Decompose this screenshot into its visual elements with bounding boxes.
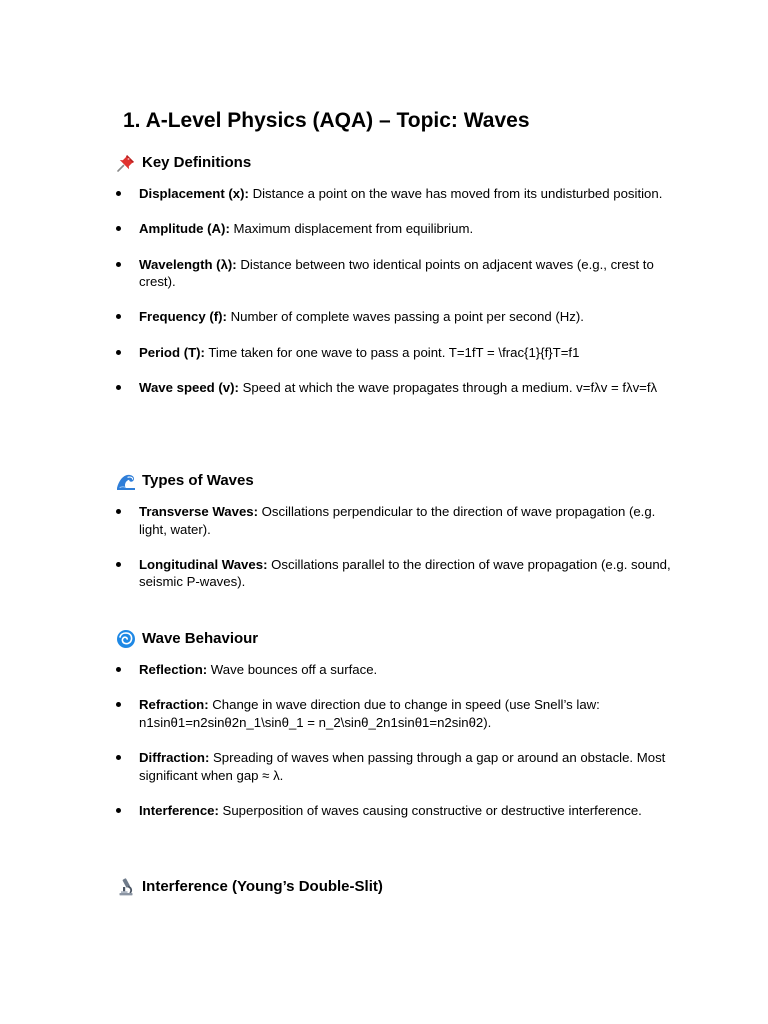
item-text: Speed at which the wave propagates through a medium. v=fλv = fλv=fλ	[238, 380, 658, 395]
section-heading	[116, 875, 676, 899]
item-text: Maximum displacement from equilibrium.	[229, 221, 474, 237]
section-interference	[116, 875, 676, 899]
bullet-icon	[116, 226, 121, 231]
pushpin-icon	[116, 153, 136, 173]
list-item	[116, 556, 671, 591]
cyclone-icon	[116, 629, 136, 649]
item-term: Wave speed (v):	[139, 380, 239, 395]
item-text: Distance a point on the wave has moved from its undisturbed position.	[248, 186, 663, 201]
section-heading-label: Types of Waves	[142, 472, 254, 489]
bullet-icon	[116, 808, 121, 813]
item-term: Refraction:	[139, 697, 209, 713]
item-text: Time taken for one wave to pass a point. T=1fT = \frac{1}{f}T=f1	[204, 344, 580, 360]
item-text: Oscillations perpendicular to the direction of wave propagation (e.g. light, water).	[139, 504, 656, 537]
item-text: Change in wave direction due to change in speed (use Snell’s law: n1sinθ1=n2sinθ2n_1\sinθ_1 = n_2\sinθ_2n1sinθ1=n2sinθ2).	[139, 697, 600, 730]
item-text: Wave bounces off a surface.	[207, 662, 378, 677]
bullet-icon	[116, 562, 121, 567]
list-item	[116, 661, 671, 679]
section-heading	[116, 627, 676, 651]
item-text: Oscillations parallel to the direction of wave propagation (e.g. sound, seismic P-waves).	[139, 556, 671, 590]
bullet-icon	[116, 314, 121, 319]
list-item	[116, 379, 671, 397]
section-heading	[116, 151, 676, 175]
item-text: Distance between two identical points on adjacent waves (e.g., crest to crest).	[139, 256, 654, 290]
bullet-icon	[116, 755, 121, 760]
item-term: Reflection:	[139, 662, 208, 677]
item-term: Wavelength (λ):	[139, 256, 237, 272]
microscope-icon	[116, 877, 136, 897]
item-term: Period (T):	[139, 344, 205, 360]
bullet-list	[116, 661, 676, 820]
list-item	[116, 220, 671, 238]
section-heading-label: Interference (Young’s Double-Slit)	[142, 878, 383, 895]
bullet-icon	[116, 667, 121, 672]
section-heading-label: Wave Behaviour	[142, 630, 259, 647]
list-item	[116, 308, 671, 326]
list-item	[116, 344, 671, 362]
item-term: Interference:	[139, 803, 219, 819]
list-item	[116, 256, 671, 291]
section-key-definitions	[116, 151, 676, 397]
item-text: Number of complete waves passing a point per second (Hz).	[226, 309, 584, 325]
bullet-icon	[116, 191, 121, 196]
bullet-list	[116, 503, 676, 591]
bullet-icon	[116, 262, 121, 267]
bullet-icon	[116, 702, 121, 707]
section-wave-behaviour	[116, 627, 676, 820]
item-term: Frequency (f):	[139, 309, 227, 325]
document-title: 1. A-Level Physics (AQA) – Topic: Waves	[123, 109, 530, 132]
section-heading-label: Key Definitions	[142, 154, 252, 171]
section-heading	[116, 469, 676, 493]
item-term: Displacement (x):	[139, 186, 249, 201]
item-term: Transverse Waves:	[139, 504, 259, 519]
item-term: Amplitude (A):	[139, 221, 230, 237]
item-text: Superposition of waves causing constructive or destructive interference.	[218, 803, 642, 819]
section-types-of-waves	[116, 469, 676, 591]
bullet-icon	[116, 350, 121, 355]
bullet-icon	[116, 509, 121, 514]
list-item	[116, 185, 671, 203]
list-item	[116, 696, 671, 731]
list-item	[116, 749, 671, 784]
list-item	[116, 503, 671, 538]
list-item	[116, 802, 671, 820]
item-text: Spreading of waves when passing through a gap or around an obstacle. Most significant when gap ≈ λ.	[139, 750, 666, 783]
bullet-icon	[116, 385, 121, 390]
item-term: Diffraction:	[139, 750, 210, 766]
water-wave-icon	[116, 471, 136, 491]
item-term: Longitudinal Waves:	[139, 556, 268, 572]
bullet-list	[116, 185, 676, 397]
